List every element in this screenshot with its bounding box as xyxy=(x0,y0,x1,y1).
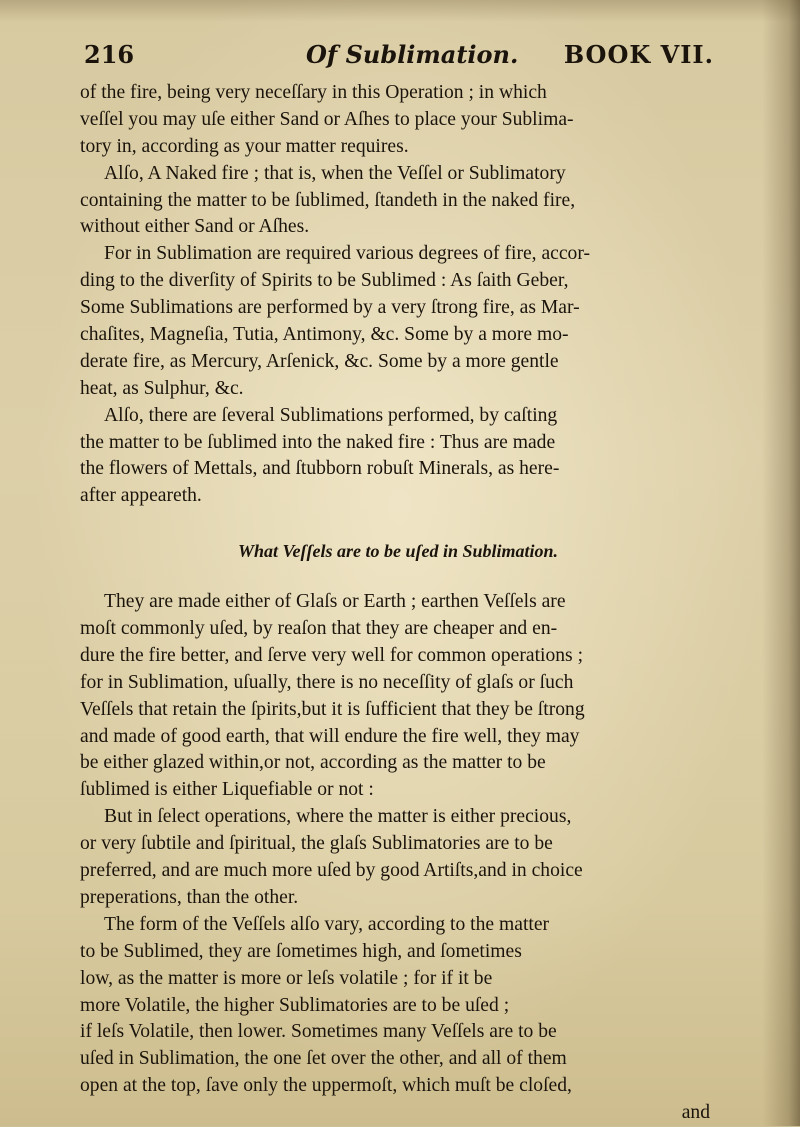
body-text xyxy=(80,80,716,1127)
text-line: chaſites, Magneſia, Tutia, Antimony, &c. Some by a more mo- xyxy=(80,324,569,346)
text-line: uſed in Sublimation, the one ſet over the other, and all of them xyxy=(80,1048,567,1070)
catchword: and xyxy=(681,1102,710,1124)
text-line: preferred, and are much more uſed by good Artiſts,and in choice xyxy=(80,860,583,882)
text-line: to be Sublimed, they are ſometimes high, and ſometimes xyxy=(80,940,522,962)
text-line: ſublimed is either Liquefiable or not : xyxy=(80,779,374,801)
text-line: derate fire, as Mercury, Arſenick, &c. Some by a more gentle xyxy=(80,350,559,372)
section-subheading: What Veſſels are to be uſed in Sublimation. xyxy=(237,541,559,562)
paragraph-start: Alſo, there are ſeveral Sublimations performed, by caſting xyxy=(104,404,558,426)
text-line: Veſſels that retain the ſpirits,but it is ſufficient that they be ſtrong xyxy=(80,698,585,720)
text-line: tory in, according as your matter requires. xyxy=(80,135,409,157)
text-line: without either Sand or Aſhes. xyxy=(80,216,310,238)
text-line: open at the top, ſave only the uppermoſt, which muſt be cloſed, xyxy=(80,1075,572,1097)
paragraph-start: The form of the Veſſels alſo vary, according to the matter xyxy=(104,913,550,935)
text-line: be either glazed within,or not, according as the matter to be xyxy=(80,752,546,774)
text-line: more Volatile, the higher Sublimatories are to be uſed ; xyxy=(80,994,510,1016)
text-line: heat, as Sulphur, &c. xyxy=(80,377,244,399)
page-header xyxy=(84,38,714,78)
paragraph-start: For in Sublimation are required various degrees of fire, accor- xyxy=(104,243,591,265)
page-gutter-shadow xyxy=(762,0,800,1126)
page-top-shadow xyxy=(0,0,800,22)
text-line: moſt commonly uſed, by reaſon that they are cheaper and en- xyxy=(80,618,558,640)
paragraph-start: They are made either of Glaſs or Earth ; earthen Veſſels are xyxy=(104,591,566,613)
running-title: Of Sublimation. xyxy=(306,40,519,69)
page-number: 216 xyxy=(84,40,135,69)
text-line: containing the matter to be ſublimed, ſtandeth in the naked fire, xyxy=(80,189,576,211)
text-line: veſſel you may uſe either Sand or Aſhes to place your Sublima- xyxy=(80,108,574,130)
paragraph-start: Alſo, A Naked fire ; that is, when the Veſſel or Sublimatory xyxy=(104,162,566,184)
text-line: for in Sublimation, uſually, there is no neceſſity of glaſs or ſuch xyxy=(80,671,574,693)
text-line: after appeareth. xyxy=(80,485,202,507)
text-line: dure the fire better, and ſerve very well for common operations ; xyxy=(80,644,584,666)
text-line: Some Sublimations are performed by a very ſtrong fire, as Mar- xyxy=(80,297,580,319)
text-line: the flowers of Mettals, and ſtubborn robuſt Minerals, as here- xyxy=(80,458,560,480)
text-line: preperations, than the other. xyxy=(80,886,299,908)
text-line: low, as the matter is more or leſs volatile ; for if it be xyxy=(80,967,493,989)
text-line: or very ſubtile and ſpiritual, the glaſs Sublimatories are to be xyxy=(80,833,553,855)
text-line: of the fire, being very neceſſary in this Operation ; in which xyxy=(80,82,547,103)
paragraph-start: But in ſelect operations, where the matter is either precious, xyxy=(104,806,572,828)
text-line: and made of good earth, that will endure the fire well, they may xyxy=(80,725,580,747)
text-line: ding to the diverſity of Spirits to be Sublimed : As ſaith Geber, xyxy=(80,270,569,292)
text-line: the matter to be ſublimed into the naked fire : Thus are made xyxy=(80,431,556,453)
text-line: if leſs Volatile, then lower. Sometimes many Veſſels are to be xyxy=(80,1021,557,1043)
book-label: BOOK VII. xyxy=(563,40,714,69)
